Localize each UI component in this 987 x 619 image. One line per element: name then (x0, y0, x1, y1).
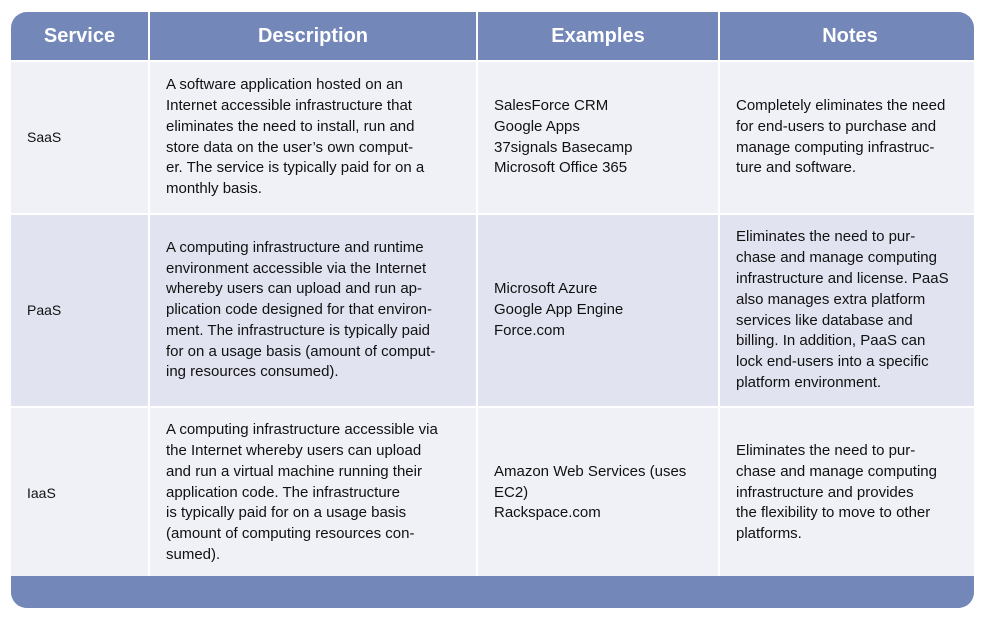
header-examples: Examples (478, 12, 718, 60)
description-text: A computing infrastructure and runtime environment accessible via the Internet whereby users can upload and run ap- plication code designed for that environ- ment. The infrastructure is typically paid for on a usage basis (amount of comput- ing resources consumed). (166, 238, 436, 381)
description-text: A software application hosted on an Internet accessible infrastructure that eliminates the need to install, run and store data on the user’s own comput- er. The service is typically paid for on a monthly basis. (166, 76, 425, 198)
notes-text: Completely eliminates the need for end-users to purchase and manage computing infrastruc- ture and software. (736, 96, 946, 177)
row-iaas-notes (720, 408, 974, 578)
row-saas-description (150, 62, 476, 213)
service-label: PaaS (27, 302, 62, 319)
row-saas-notes (720, 62, 974, 213)
row-iaas-service (11, 408, 148, 578)
row-paas-description (150, 215, 476, 406)
examples-text: SalesForce CRM Google Apps 37signals Basecamp Microsoft Office 365 (494, 96, 633, 177)
examples-text: Microsoft Azure Google App Engine Force.com (494, 280, 624, 339)
row-iaas-description (150, 408, 476, 578)
service-label: SaaS (27, 129, 62, 146)
description-text: A computing infrastructure accessible via the Internet whereby users can upload and run a virtual machine running their application code. The infrastructure is typically paid for on a usage basis (amount of computing resources con- sumed). (166, 421, 438, 563)
row-paas-notes (720, 215, 974, 406)
service-label: IaaS (27, 484, 56, 501)
header-description: Description (150, 12, 476, 60)
table-grid (11, 12, 974, 578)
notes-text: Eliminates the need to pur- chase and manage computing infrastructure and provides the flexibility to move to other platforms. (736, 442, 937, 543)
notes-text: Eliminates the need to pur- chase and manage computing infrastructure and license. PaaS also manages extra platform services like database and billing. In addition, PaaS can lock end-users into a specific platform environment. (736, 228, 949, 391)
header-notes: Notes (720, 12, 974, 60)
row-iaas-examples (478, 408, 718, 578)
table-footer-bar (11, 576, 974, 608)
cloud-service-models-table (11, 12, 974, 608)
row-saas-examples (478, 62, 718, 213)
row-paas-service (11, 215, 148, 406)
row-paas-examples (478, 215, 718, 406)
row-saas-service (11, 62, 148, 213)
examples-text: Amazon Web Services (uses EC2) Rackspace.com (494, 462, 687, 522)
header-service: Service (11, 12, 148, 60)
